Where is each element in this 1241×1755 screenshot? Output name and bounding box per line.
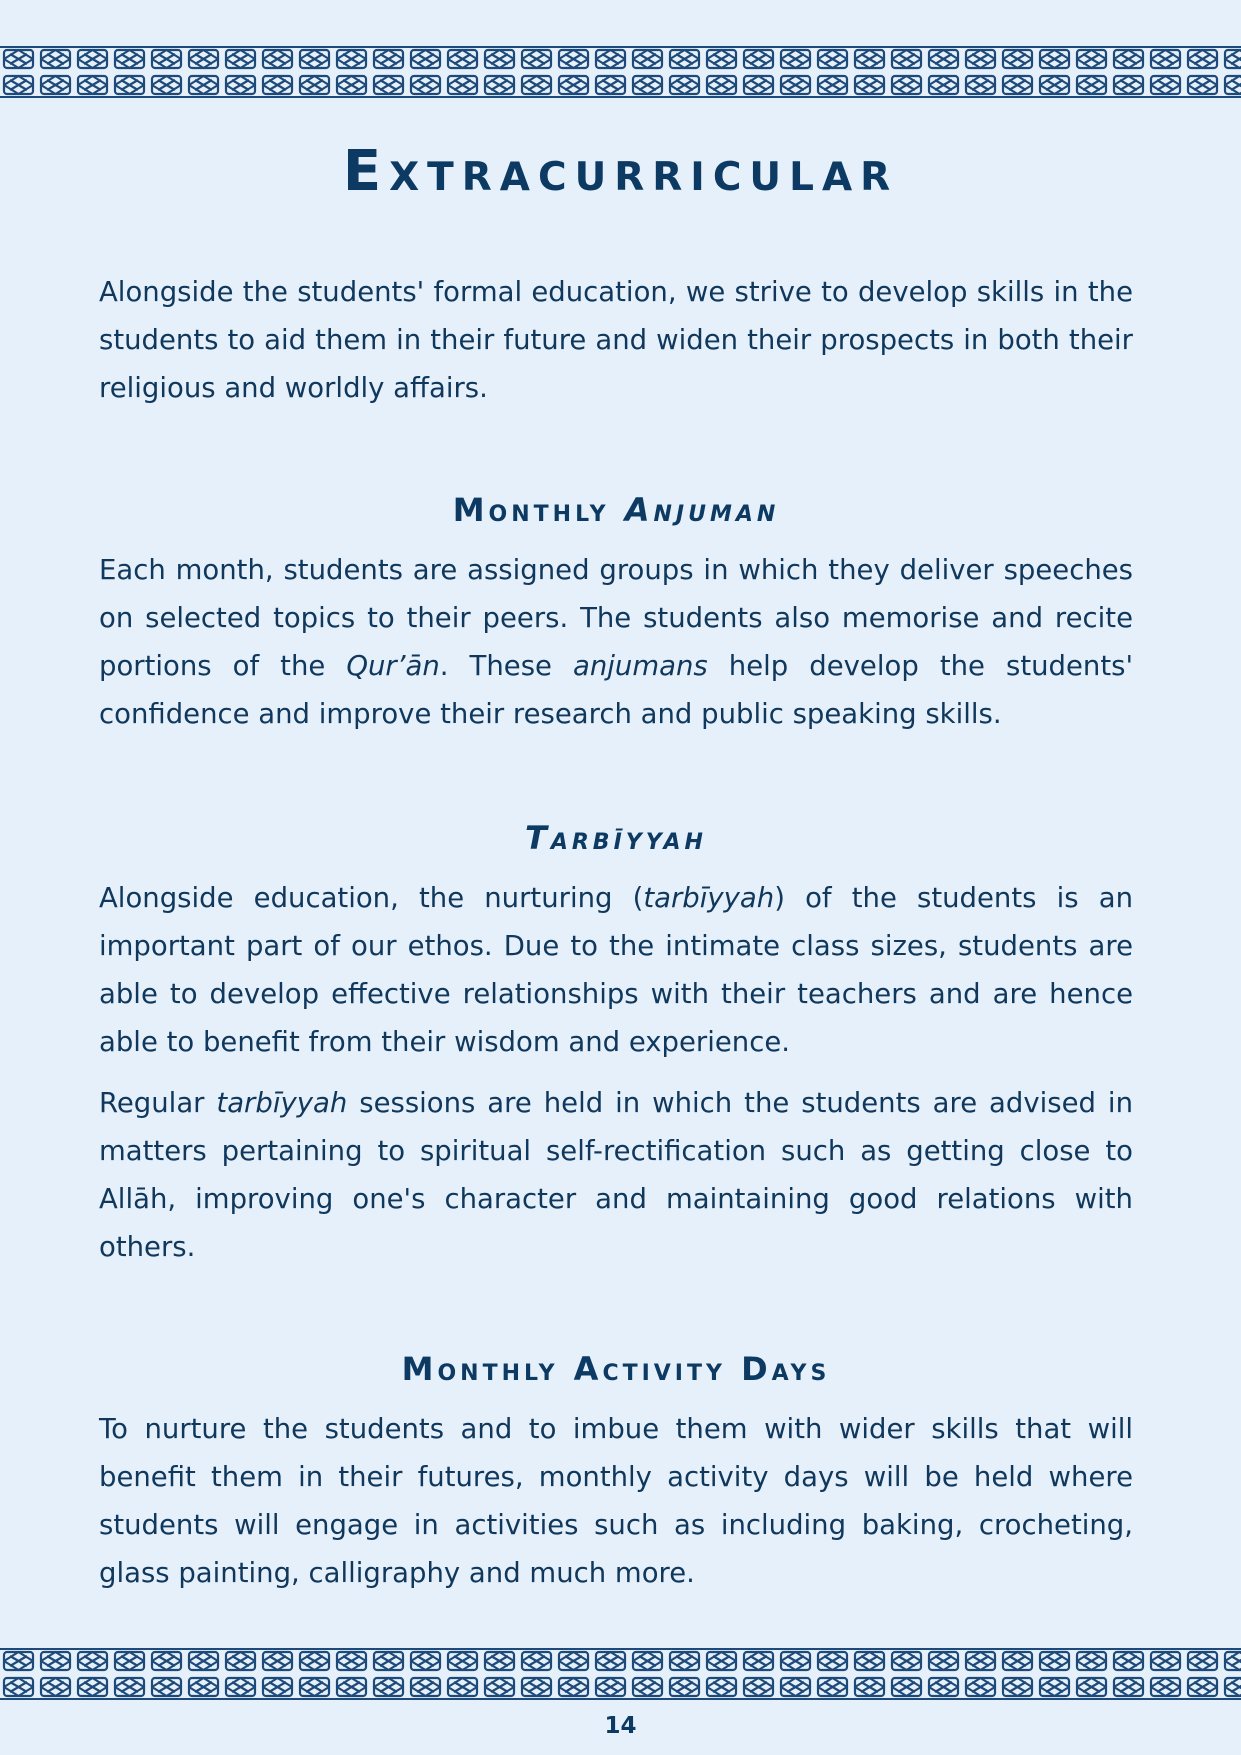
section-heading-tarbiyyah — [99, 818, 1133, 858]
text-run: Alongside education, the nurturing ( — [99, 882, 644, 914]
text-run: Each month, students are assigned groups in which they deliver speeches on selected topics to their peers. The students also memorise and recite portions of the — [99, 554, 1133, 682]
heading-text: Monthly — [452, 491, 610, 529]
italic-term: anjumans — [573, 650, 708, 682]
section-heading-monthly-anjuman — [99, 490, 1133, 530]
tarbiyyah-paragraph-2 — [99, 1079, 1133, 1271]
activity-days-paragraph — [99, 1405, 1133, 1597]
intro-paragraph: Alongside the students' formal education, we strive to develop skills in the students to aid them in their future and widen their prospects in both their religious and worldly affairs. — [99, 276, 1133, 404]
main-content — [99, 268, 1133, 1597]
anjuman-paragraph — [99, 546, 1133, 738]
italic-term: Qur’ān — [346, 650, 440, 682]
text-run: help develop the students' confidence and improve their research and public speaking skills. — [99, 650, 1134, 730]
text-run: . These — [439, 650, 573, 682]
text-run: ) of the students is an important part of our ethos. Due to the intimate class sizes, students are able to develop effective relationships with their teachers and are hence able to benefit from their wisdom and experience. — [99, 882, 1133, 1058]
tarbiyyah-paragraph-1 — [99, 874, 1133, 1066]
text-run: sessions are held in which the students are advised in matters pertaining to spiritual self-rectification such as getting close to Allāh, improving one's character and maintaining good relations with others. — [99, 1087, 1133, 1263]
bottom-knot-border — [0, 1648, 1241, 1700]
page-number: 14 — [604, 1713, 637, 1739]
heading-italic-text: Anjuman — [624, 491, 780, 529]
section-heading-monthly-activity-days: Monthly Activity Days — [401, 1350, 831, 1388]
text-run: To nurture the students and to imbue them with wider skills that will benefit them in their futures, monthly activity days will be held where students will engage in activities such as including baking, crocheting, glass painting, calligraphy and much more. — [99, 1413, 1133, 1589]
heading-italic-text: Tarbīyyah — [525, 819, 707, 857]
top-knot-border — [0, 46, 1241, 98]
italic-term: tarbīyyah — [643, 882, 775, 914]
page-title: Extracurricular — [342, 139, 899, 204]
text-run: Regular — [99, 1087, 217, 1119]
italic-term: tarbīyyah — [216, 1087, 348, 1119]
